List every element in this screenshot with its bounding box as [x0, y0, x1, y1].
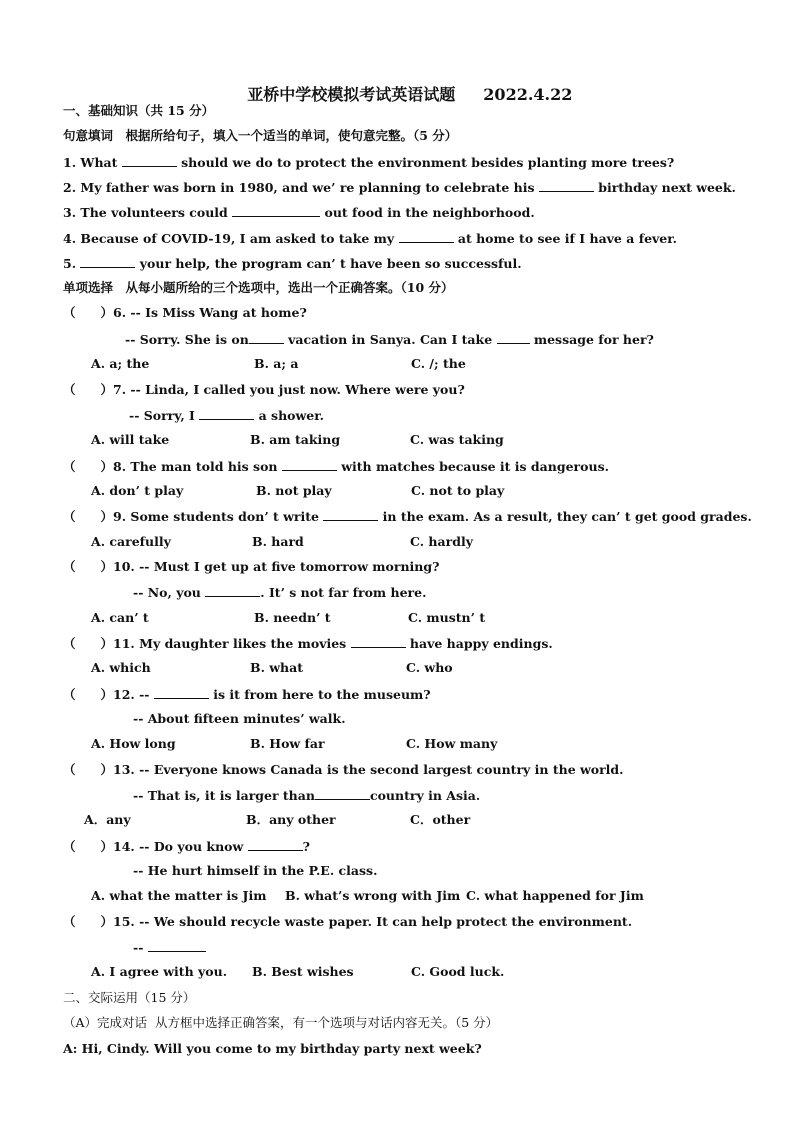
answer-blank[interactable] [249, 331, 284, 344]
question-12-line2: -- About fifteen minutes’ walk. [133, 711, 346, 726]
q11-option-b[interactable]: B. what [250, 660, 303, 675]
q11-option-c[interactable]: C. who [406, 660, 453, 675]
question-15-line2: -- [133, 939, 206, 956]
q9-option-a[interactable]: A. carefully [91, 534, 171, 549]
answer-blank[interactable] [351, 635, 406, 648]
section2-heading: 二、交际运用（15 分） [63, 990, 196, 1005]
question-6-line2: -- Sorry. She is on vacation in Sanya. Can I take message for her? [125, 332, 654, 347]
q7-option-a[interactable]: A. will take [91, 432, 170, 447]
answer-parentheses[interactable]: （ ） [63, 459, 114, 474]
q6-option-c[interactable]: C. /; the [411, 356, 466, 371]
answer-blank[interactable] [248, 838, 303, 851]
q12-option-c[interactable]: C. How many [406, 736, 498, 751]
question-6: （ ）6. -- Is Miss Wang at home? [63, 305, 307, 320]
answer-blank[interactable] [399, 230, 454, 243]
answer-parentheses[interactable]: （ ） [63, 382, 114, 397]
q7-option-b[interactable]: B. am taking [250, 432, 341, 447]
question-5: 5. your help, the program can’ t have been so successful. [63, 256, 522, 271]
exam-date: 2022.4.22 [483, 85, 573, 104]
question-7: （ ）7. -- Linda, I called you just now. Where were you? [63, 382, 465, 397]
question-15: （ ）15. -- We should recycle waste paper. It can help protect the environment. [63, 914, 633, 929]
question-7-line2: -- Sorry, I a shower. [129, 408, 325, 423]
answer-parentheses[interactable]: （ ） [63, 762, 114, 777]
q8-option-c[interactable]: C. not to play [411, 483, 505, 498]
answer-parentheses[interactable]: （ ） [63, 839, 114, 854]
question-10: （ ）10. -- Must I get up at five tomorrow morning? [63, 559, 440, 574]
question-2: 2. My father was born in 1980, and we’ re planning to celebrate his birthday next week. [63, 180, 736, 195]
q15-option-c[interactable]: C. Good luck. [411, 964, 505, 979]
question-9: （ ）9. Some students don’ t write in the exam. As a result, they can’ t get good grades. [63, 509, 752, 524]
answer-blank[interactable] [148, 939, 206, 952]
q8-option-a[interactable]: A. don’ t play [91, 483, 184, 498]
dialog-line-1: A: Hi, Cindy. Will you come to my birthday party next week? [63, 1041, 482, 1056]
question-14-line2: -- He hurt himself in the P.E. class. [133, 863, 378, 878]
section1-heading: 一、基础知识（共 15 分） [63, 103, 215, 118]
answer-parentheses[interactable]: （ ） [63, 636, 114, 651]
question-12: （ ）12. -- is it from here to the museum? [63, 687, 431, 702]
answer-blank[interactable] [282, 458, 337, 471]
answer-parentheses[interactable]: （ ） [63, 305, 114, 320]
answer-parentheses[interactable]: （ ） [63, 509, 114, 524]
q14-option-c[interactable]: C. what happened for Jim [466, 888, 644, 903]
answer-blank[interactable] [497, 331, 530, 344]
q14-option-a[interactable]: A. what the matter is Jim [91, 888, 267, 903]
q10-option-b[interactable]: B. needn’ t [254, 610, 331, 625]
answer-blank[interactable] [154, 686, 209, 699]
q10-option-c[interactable]: C. mustn’ t [408, 610, 486, 625]
question-1: 1. What should we do to protect the environment besides planting more trees? [63, 155, 675, 170]
answer-blank[interactable] [323, 508, 378, 521]
q7-option-c[interactable]: C. was taking [410, 432, 504, 447]
answer-blank[interactable] [199, 407, 254, 420]
multiple-choice-instructions: 单项选择 从每小题所给的三个选项中，选出一个正确答案。（10 分） [63, 280, 454, 295]
q12-option-a[interactable]: A. How long [91, 736, 176, 751]
q11-option-a[interactable]: A. which [91, 660, 151, 675]
answer-blank[interactable] [315, 787, 370, 800]
q15-option-b[interactable]: B. Best wishes [252, 964, 354, 979]
q12-option-b[interactable]: B. How far [250, 736, 325, 751]
answer-blank[interactable] [539, 179, 594, 192]
q15-option-a[interactable]: A. I agree with you. [91, 964, 228, 979]
question-4: 4. Because of COVID-19, I am asked to take my at home to see if I have a fever. [63, 231, 678, 246]
question-11: （ ）11. My daughter likes the movies have happy endings. [63, 636, 553, 651]
q13-option-c[interactable]: C．other [410, 812, 471, 827]
q10-option-a[interactable]: A. can’ t [91, 610, 149, 625]
dialog-instructions: （A）完成对话 从方框中选择正确答案，有一个选项与对话内容无关。（5 分） [63, 1015, 499, 1030]
answer-blank[interactable] [122, 154, 177, 167]
answer-blank[interactable] [232, 204, 320, 217]
q13-option-a[interactable]: A．any [84, 812, 131, 827]
question-10-line2: -- No, you . It’ s not far from here. [133, 585, 427, 600]
question-13-line2: -- That is, it is larger than country in Asia. [133, 788, 481, 803]
answer-parentheses[interactable]: （ ） [63, 559, 114, 574]
q13-option-b[interactable]: B．any other [246, 812, 336, 827]
fill-in-instructions: 句意填词 根据所给句子，填入一个适当的单词，使句意完整。（5 分） [63, 128, 458, 143]
answer-blank[interactable] [80, 255, 135, 268]
title-text: 亚桥中学校模拟考试英语试题 [247, 85, 456, 104]
q14-option-b[interactable]: B. what’s wrong with Jim [285, 888, 461, 903]
q8-option-b[interactable]: B. not play [256, 483, 332, 498]
question-13: （ ）13. -- Everyone knows Canada is the second largest country in the world. [63, 762, 624, 777]
question-3: 3. The volunteers could out food in the neighborhood. [63, 205, 535, 220]
question-14: （ ）14. -- Do you know ? [63, 839, 310, 854]
q6-option-a[interactable]: A. a; the [91, 356, 150, 371]
q6-option-b[interactable]: B. a; a [254, 356, 299, 371]
question-8: （ ）8. The man told his son with matches because it is dangerous. [63, 459, 609, 474]
exam-title [225, 71, 572, 119]
q9-option-b[interactable]: B. hard [252, 534, 304, 549]
answer-blank[interactable] [205, 584, 260, 597]
answer-parentheses[interactable]: （ ） [63, 687, 114, 702]
answer-parentheses[interactable]: （ ） [63, 914, 114, 929]
q9-option-c[interactable]: C. hardly [410, 534, 473, 549]
